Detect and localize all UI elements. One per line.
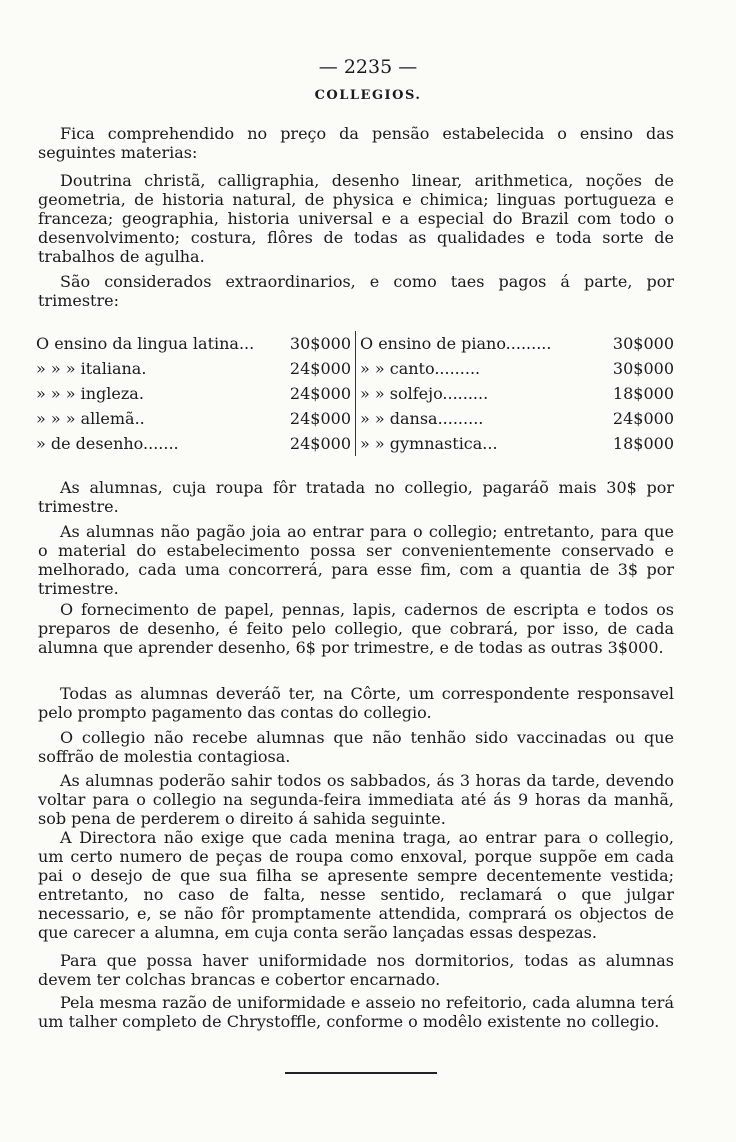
paragraph: O collegio não recebe alumnas que não tenhão sido vaccinadas ou que soffrão de molestia contagiosa. — [38, 728, 674, 766]
paragraph: A Directora não exige que cada menina traga, ao entrar para o collegio, um certo numero de peças de roupa como enxoval, porque suppõe em cada pai o desejo de que sua filha se apresente sempre decentemente vestida; entretanto, no caso de falta, nesse sentido, reclamará o que julgar necessario, e, se não fôr promptamente attendida, comprará os objectos de que carecer a alumna, em cuja conta serão lançadas essas despezas. — [38, 828, 674, 942]
subject-price: 24$000 — [289, 384, 351, 403]
subject-label: » » dansa......... — [360, 409, 484, 428]
price-table-row — [36, 431, 674, 456]
subject-label: » » gymnastica... — [360, 434, 498, 453]
subject-label: » » solfejo......... — [360, 384, 489, 403]
paragraph: As alumnas, cuja roupa fôr tratada no collegio, pagaráõ mais 30$ por trimestre. — [38, 478, 674, 516]
section-heading: COLLEGIOS. — [314, 88, 422, 103]
subject-label: » » » italiana. — [36, 359, 147, 378]
paragraph: As alumnas não pagão joia ao entrar para o collegio; entretanto, para que o material do estabelecimento possa ser convenientemente conservado e melhorado, cada uma concorrerá, para esse fim, com a quantia de 3$ por trimestre. — [38, 522, 674, 598]
paragraph: Para que possa haver uniformidade nos dormitorios, todas as alumnas devem ter colchas brancas e cobertor encarnado. — [38, 951, 674, 989]
subject-label: » de desenho....... — [36, 434, 179, 453]
subject-price: 24$000 — [289, 409, 351, 428]
price-table-row — [36, 406, 674, 431]
price-table-row — [36, 381, 674, 406]
price-table-row — [36, 356, 674, 381]
paragraph: Doutrina christã, calligraphia, desenho linear, arithmetica, noções de geometria, de historia natural, de physica e chimica; linguas portugueza e franceza; geographia, historia universal e a especial do Brazil com todo o desenvolvimento; costura, flôres de todas as qualidades e toda sorte de trabalhos de agulha. — [38, 171, 674, 266]
subject-price: 24$000 — [289, 359, 351, 378]
paragraph: Fica comprehendido no preço da pensão estabelecida o ensino das seguintes materias: — [38, 124, 674, 162]
subject-price: 30$000 — [289, 334, 351, 353]
closing-rule — [285, 1072, 437, 1074]
subject-price: 18$000 — [612, 434, 674, 453]
subject-label: » » » ingleza. — [36, 384, 144, 403]
subject-price: 18$000 — [612, 384, 674, 403]
subject-price: 24$000 — [289, 434, 351, 453]
subject-label: O ensino da lingua latina... — [36, 334, 255, 353]
page-number: — 2235 — — [318, 56, 418, 78]
subject-label: O ensino de piano......... — [360, 334, 552, 353]
subject-price: 24$000 — [612, 409, 674, 428]
price-table — [36, 331, 674, 456]
subject-price: 30$000 — [612, 334, 674, 353]
price-table-row — [36, 331, 674, 356]
paragraph: São considerados extraordinarios, e como taes pagos á parte, por trimestre: — [38, 272, 674, 310]
subject-price: 30$000 — [612, 359, 674, 378]
paragraph: Pela mesma razão de uniformidade e asseio no refeitorio, cada alumna terá um talher completo de Chrystoffle, conforme o modêlo existente no collegio. — [38, 993, 674, 1031]
paragraph: O fornecimento de papel, pennas, lapis, cadernos de escripta e todos os preparos de desenho, é feito pelo collegio, que cobrará, por isso, de cada alumna que aprender desenho, 6$ por trimestre, e de todas as outras 3$000. — [38, 600, 674, 657]
subject-label: » » canto......... — [360, 359, 481, 378]
paragraph: Todas as alumnas deveráõ ter, na Côrte, um correspondente responsavel pelo prompto pagamento das contas do collegio. — [38, 684, 674, 722]
paragraph: As alumnas poderão sahir todos os sabbados, ás 3 horas da tarde, devendo voltar para o collegio na segunda-feira immediata até ás 9 horas da manhã, sob pena de perderem o direito á sahida seguinte. — [38, 771, 674, 828]
subject-label: » » » allemã.. — [36, 409, 145, 428]
